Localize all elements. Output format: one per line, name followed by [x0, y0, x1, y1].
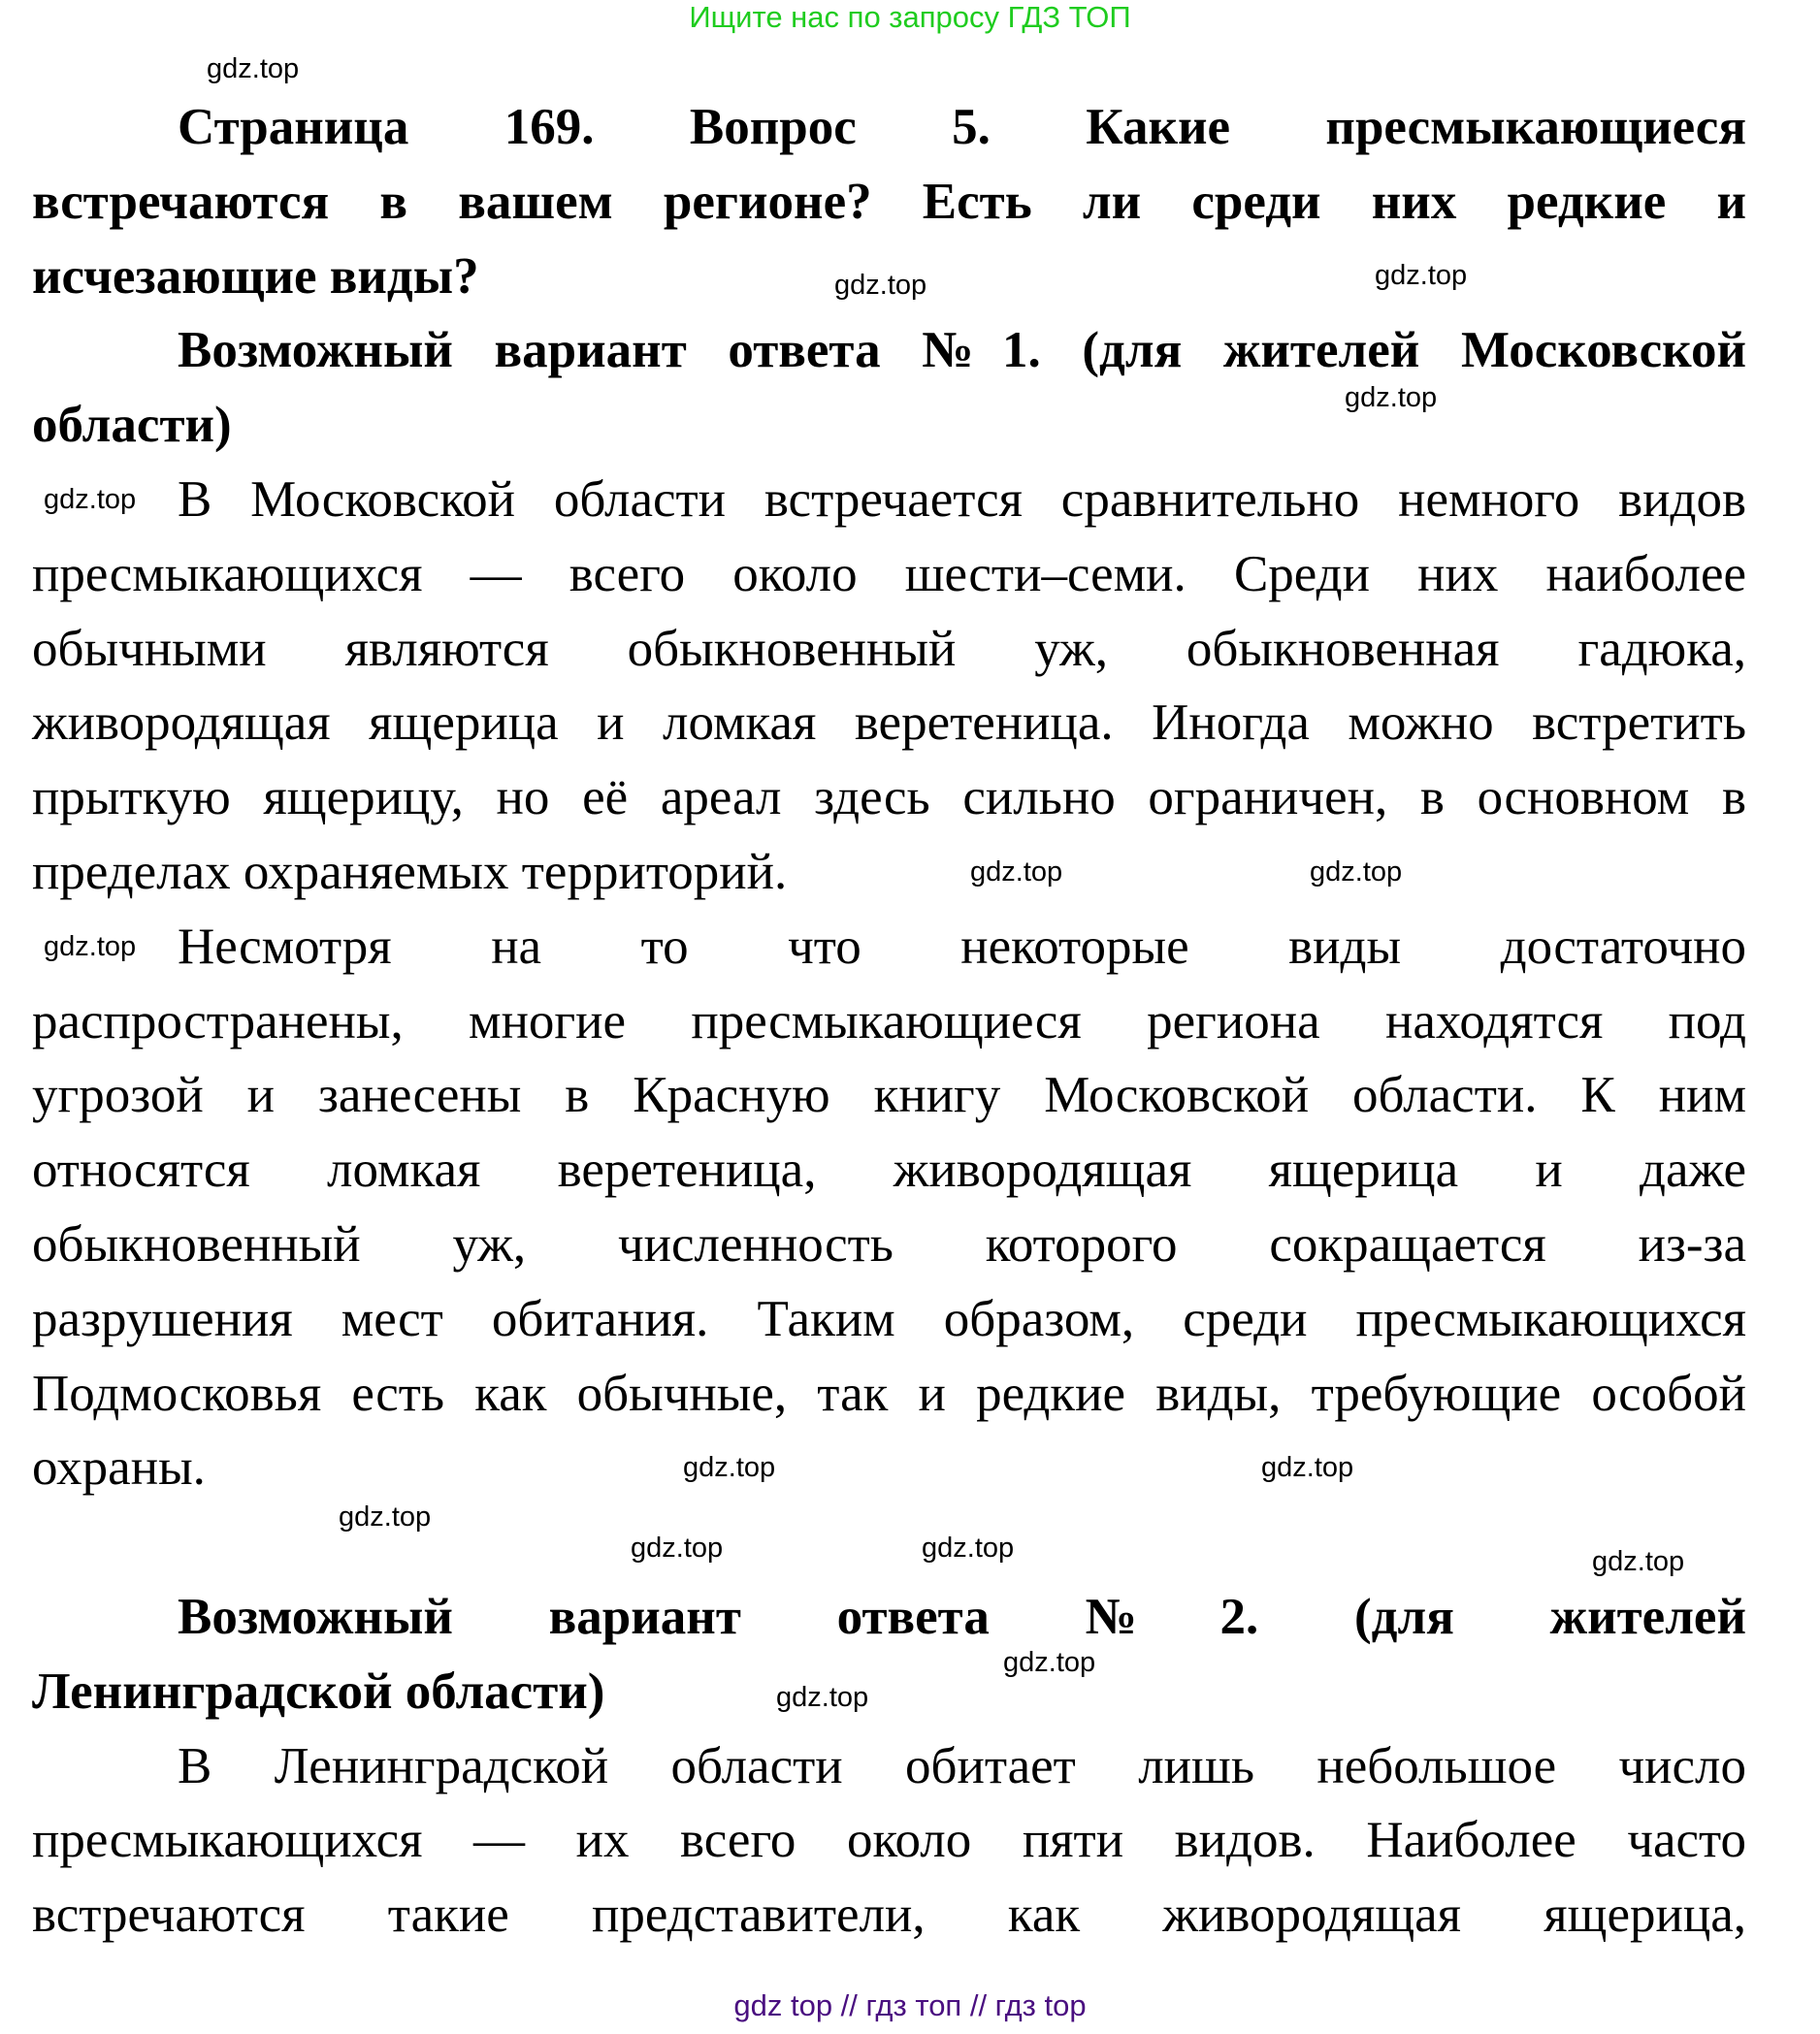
search-banner: Ищите нас по запросу ГДЗ ТОП [689, 0, 1131, 34]
document-body [32, 90, 1746, 1953]
watermark: gdz.top [1261, 1452, 1354, 1483]
text-line: пресмыкающихся — их всего около пяти видов. Наиболее часто [32, 1812, 1746, 1869]
text-line: области) [32, 397, 232, 454]
watermark: gdz.top [1310, 856, 1403, 888]
answer-1-paragraph-2 [32, 910, 1746, 1505]
watermark: gdz.top [922, 1533, 1015, 1564]
watermark: gdz.top [1375, 260, 1468, 291]
text-line: пределах охраняемых территорий. [32, 843, 788, 900]
text-line: Страница 169. Вопрос 5. Какие пресмыкающиеся [178, 99, 1746, 155]
text-line: Возможный вариант ответа №1. (для жителей Московской [178, 322, 1746, 379]
watermark: gdz.top [631, 1533, 724, 1564]
spacer [32, 1505, 1746, 1580]
text-line: распространены, многие пресмыкающиеся региона находятся под [32, 992, 1746, 1049]
watermark: gdz.top [683, 1452, 776, 1483]
watermark: gdz.top [776, 1682, 869, 1713]
text-line: обычными являются обыкновенный уж, обыкновенная гадюка, [32, 620, 1746, 677]
text-line: разрушения мест обитания. Таким образом, среди пресмыкающихся [32, 1290, 1746, 1347]
text-line: живородящая ящерица и ломкая веретеница. Иногда можно встретить [32, 694, 1746, 752]
footer-links: gdz top // гдз топ // гдз top [733, 1988, 1087, 2022]
watermark: gdz.top [339, 1501, 432, 1533]
text-line: В Московской области встречается сравнительно немного видов [178, 470, 1746, 528]
watermark: gdz.top [1592, 1546, 1685, 1577]
text-line: угрозой и занесены в Красную книгу Московской области. К ним [32, 1067, 1746, 1124]
text-line: исчезающие виды? [32, 247, 479, 305]
answer-2-paragraph-1 [32, 1729, 1746, 1953]
watermark: gdz.top [970, 856, 1063, 888]
watermark: gdz.top [1345, 382, 1438, 413]
watermark: gdz.top [44, 484, 137, 515]
text-line: относятся ломкая веретеница, живородящая ящерица и даже [32, 1142, 1746, 1199]
text-line: Ленинградской области) [32, 1663, 605, 1720]
text-line: Несмотря на то что некоторые виды достаточно [178, 918, 1746, 975]
answer-1-heading [32, 313, 1746, 463]
text-line: Подмосковья есть как обычные, так и редкие виды, требующие особой [32, 1365, 1746, 1422]
text-line: Возможный вариант ответа №2. (для жителей [178, 1588, 1746, 1645]
watermark: gdz.top [834, 270, 927, 301]
text-line: обыкновенный уж, численность которого сокращается из-за [32, 1215, 1746, 1273]
text-line: прыткую ящерицу, но её ареал здесь сильно ограничен, в основном в [32, 769, 1746, 826]
text-line: В Ленинградской области обитает лишь небольшое число [178, 1737, 1746, 1794]
answer-2-heading [32, 1580, 1746, 1729]
text-line: встречаются в вашем регионе? Есть ли среди них редкие и [32, 173, 1746, 230]
text-line: охраны. [32, 1439, 206, 1497]
watermark: gdz.top [44, 931, 137, 962]
text-line: встречаются такие представители, как живородящая ящерица, [32, 1887, 1746, 1944]
watermark: gdz.top [1003, 1647, 1096, 1678]
watermark: gdz.top [207, 53, 300, 84]
text-line: пресмыкающихся — всего около шести–семи. Среди них наиболее [32, 545, 1746, 602]
answer-1-paragraph-1 [32, 463, 1746, 910]
